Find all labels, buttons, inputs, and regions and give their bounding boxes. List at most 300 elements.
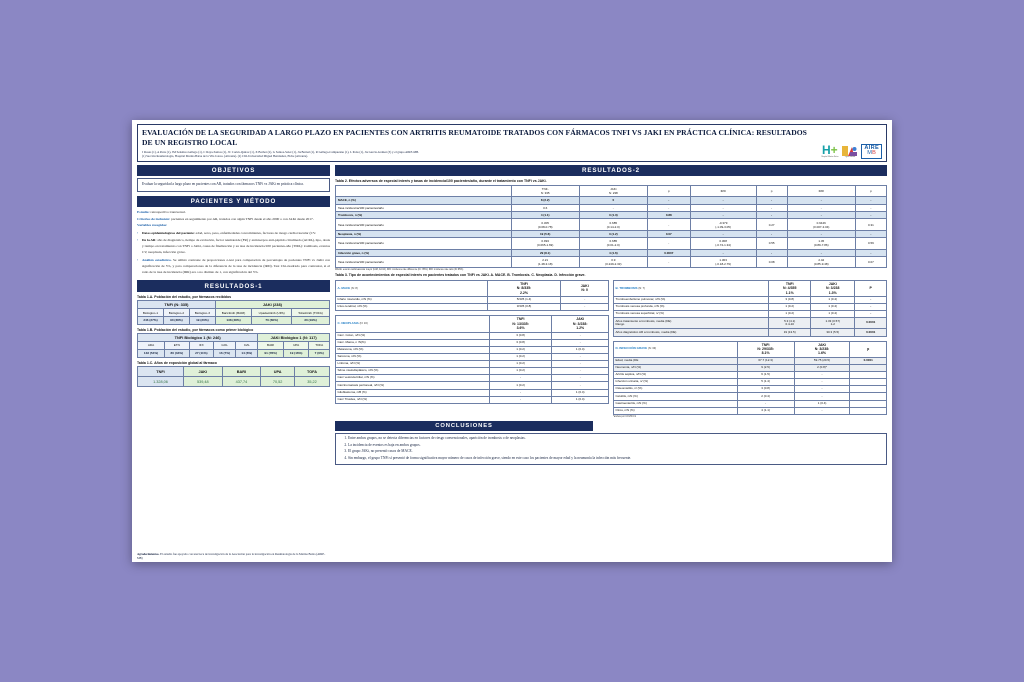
section-band-resultados1: RESULTADOS-1 [137,280,330,292]
table-row [138,334,330,342]
bullet-dot-icon: • [137,230,139,235]
metodo-b3-key: Análisis estadístico [142,257,171,262]
panel-row-jaki: - [552,375,609,382]
acknowledgements [137,549,330,560]
table-row [614,393,887,400]
metodo-estudio-value: retrospectivo transversal. [149,210,186,215]
panel-row-p [850,393,887,400]
panel-row-label: Ictus cerebral, n/N (%) [336,304,488,311]
metodo-b2-key: De la AR [142,237,156,242]
tabla-2-cell: - [690,212,756,219]
bullet-dot-icon: • [137,257,139,262]
panel-title: D. INFECCIÓN GRAVE (N: 33) [614,341,738,357]
metodo-variables-key: Variables recogidas: [137,223,168,228]
tabla-2-cell: - [690,204,756,211]
tabla-2-cell: 3 (1.3) [579,212,647,219]
conclusiones-box [335,433,887,465]
panel-count: (N: 7) [638,286,646,290]
panel-row-label: Tromboembolismo pulmonar, n/N (%) [614,297,769,304]
panel-row-tnfi: 9 (2.5) [737,365,794,372]
panel-row-jaki: 1 (0.4) [811,297,855,304]
t1a-col-5: Tofacitinib (TOFA) [292,309,330,317]
table-row [614,365,887,372]
panel-row-label: Sarcoma, n/N (%) [336,354,490,361]
tabla-2-cell: - [647,256,690,267]
logo-group [817,128,882,159]
tabla-2-cell: Tasa incidencia/100 pacientes/año [336,256,512,267]
panel-col-p: P [855,280,887,296]
tabla-2-cell: - [787,230,855,237]
table-row [336,389,609,396]
panel-c-neoplasia [335,315,609,403]
panel-row-tnfi: - [737,400,794,407]
t1b-group-jaki: JAKi Biológico 1 (N: 117) [258,334,330,342]
tabla-2-cell: - [647,197,690,204]
tabla-2-cell: 0.993 (0.065-1.69) [511,238,579,249]
table-row [336,396,609,403]
tabla-2-cell: 0.88 [647,212,690,219]
panel-row-tnfi: 3/335 (0.8) [487,304,561,311]
table-row [138,342,330,350]
panel-row-jaki: 1 (0.4) [794,400,850,407]
panel-row-label: Melanoma, n/N (%) [336,346,490,353]
table-row [614,318,887,329]
panel-row-label: Linfoma, n/N (%) [336,361,490,368]
t1b-val-6: 19 (16%) [283,349,309,357]
tabla-2-cell: 0.0007 [647,249,690,256]
metodo-criterios-value: pacientes en seguimiento por AR, tratados con algún TNFi desde el año 2000 o con JAKi desde 2017. [170,216,314,221]
tabla-2-cell: 0.9 (0.249-2.33) [579,256,647,267]
panel-row-jaki: 1 (0.4) [811,304,855,311]
panel-row-p: 0.0001 [850,357,887,364]
table-row [138,349,330,357]
tabla-2-cell: 3 (1.2) [579,230,647,237]
hospital-logo-icon: H+ [821,142,838,157]
t1c-col-3: UPA [261,367,295,377]
table-row [614,400,887,407]
panel-row-label: Glioblastoma, n/B (%) [336,389,490,396]
panel-row-p [850,400,887,407]
aire-mb-logo [861,142,882,159]
t1b-col-5: BARI [258,342,284,350]
t1c-col-0: TNFi [138,367,184,377]
panel-row-tnfi: 3 (0.8) [769,297,811,304]
t1a-col-4: Upadacitinib (UPA) [252,309,292,317]
tabla-2-cell: - [855,212,886,219]
panel-row-p [850,407,887,414]
panel-row-tnfi: 1 (0.2) [489,361,552,368]
panel-col-p: p [850,341,887,357]
panel-row-jaki: 1 (0.4) [552,389,609,396]
t1b-val-5: 91 (78%) [258,349,284,357]
table-row [614,297,887,304]
panel-row-label: Artritis séptica, n/N (%) [614,372,738,379]
poster [132,120,892,562]
section-band-metodo: PACIENTES Y MÉTODO [137,196,330,208]
hospital-logo [821,142,838,159]
t1b-col-4: CZL [236,342,258,350]
t1b-val-2: 27 (11%) [189,349,213,357]
poster-body [137,165,887,560]
t1c-val-2: 437,74 [222,377,261,387]
t1a-val-2: 19 (20%) [189,317,215,325]
tabla-2-cell: - [787,212,855,219]
tabla-2-cell: Trombosis, n (%) [336,212,512,219]
tabla-2-cell: 1.45 (0.89-7.86) [787,238,855,249]
section-band-objetivos: OBJETIVOS [137,165,330,177]
table-row [614,280,887,296]
page-title: EVALUACIÓN DE LA SEGURIDAD A LARGO PLAZO EN PACIENTES CON ARTRITIS REUMATOIDE TRATADOS CON FÁRMACOS TNFI VS JAKI EN PRÁCTICA CLÍNICA: RESULTADOS DE UN REGISTRO LOCAL [142,128,807,147]
t1a-val-3: 138 (48%) [215,317,251,325]
metodo-bullet-datos-text [142,230,330,236]
tabla-2-cell: 8 (2.2) [511,197,579,204]
panel-row-tnfi: - [489,375,552,382]
tabla-2-cell: 2.42 (0.85-9.48) [787,256,855,267]
panel-row-tnfi: 5/335 (1.4) [487,297,561,304]
panel-row-tnfi: - [489,389,552,396]
panel-col-jaki: JAKi N: 0 [561,280,609,296]
table-row [614,379,887,386]
panel-row-label: Neumonía, n/N (%) [614,365,738,372]
acknowledgements-text: El estudio fue apoyado con una beca de investigación de la Asociación para la investigación en Reumatología de la Marina Baixa (AIRE-MB) [137,552,326,560]
t1b-val-7: 7 (6%) [309,349,330,357]
t1c-val-0: 1.328,06 [138,377,184,387]
t1c-col-2: BARI [222,367,261,377]
panel-count: (N: 33) [647,347,657,351]
section-band-conclusiones: CONCLUSIONES [335,421,593,432]
tabla-2-cell: - [855,197,886,204]
metodo-estudio-key: Estudio: [137,210,150,215]
panel-row-tnfi: 2 (0.4) [737,393,794,400]
tabla-2-cell: 19 (5.6) [511,230,579,237]
table-row [336,256,887,267]
tabla-2-header-4: IRD [690,185,756,196]
panel-row-tnfi: 5.3 (4.1) 0.4-10 [769,318,811,329]
t1b-col-0: ADA [138,342,165,350]
table-row [614,304,887,311]
metodo-b1-value: : edad, sexo, peso, enfermedades concomitantes, factores de riesgo cardiovascular (CV. [193,230,316,235]
tabla-2-header-2: JAKi N: 238 [579,185,647,196]
tabla-2-cell: Tasa incidencia/100 pacientes/año [336,238,512,249]
table-row [614,357,887,364]
panel-col-jaki: JAKi N: 3/238: 1.2% [552,316,609,332]
tabla-2-cell: - [756,197,787,204]
tabla-2-header-1: TNF- N: 335 [511,185,579,196]
t1b-val-1: 80 (34%) [165,349,190,357]
panel-row-label: Gastroenteritis, n/N (%) [614,400,738,407]
t1c-val-1: 539,48 [183,377,222,387]
panel-row-label: Trombosis venosa superficial, n/ (%) [614,311,769,318]
tabla-2-cell: - [756,249,787,256]
conclusion-item: 3. El grupo JAKi, no presentó casos de MACE. [348,449,883,454]
tabla-2-footnote: MACE: evento cardiovascular mayor (IAM, ACVA). IRD: incidence rate difference (IC: 95%). IRR: incidence rate ratio (IC:95%) [335,269,464,272]
panel-row-jaki: 2 (0.8)* [794,365,850,372]
panel-row-p: 0.0001 [855,329,887,336]
table-row [336,249,887,256]
panel-row-tnfi: 1 (0.2) [489,354,552,361]
table-row [138,377,330,387]
panel-count: (N: 16) [359,322,368,326]
panel-row-label: Años tratamiento a trombosis, media (DE) Rango [614,318,769,329]
aire-mb-logo-icon [861,144,882,159]
panel-row-tnfi: 5 (1.4) [737,379,794,386]
table-row [336,361,609,368]
panel-row-p [850,386,887,393]
t1a-col-0: Biológico-1 [138,309,164,317]
tabla-2-header-7: p [855,185,886,196]
panel-row-jaki: - [794,386,850,393]
panel-row-label: Celulitis, n/N (%) [614,393,738,400]
tabla-1c [137,366,330,387]
t1b-col-1: ETN [165,342,190,350]
metodo-b3-value: . Se utilizó contraste de proporciones z-test para comparación de porcentajes de pacientes TNFi vs JAKi con significación de 5%, y para comparaciones de la diferencia de la tasa de incidencia (IRD). Test Chi-cuadrado para contrastar, si el ratio de la tasa de incidencia (IRR) era o no distinto de 1, con significación del 5%. [142,257,331,274]
panel-row-tnfi: - [489,396,552,403]
panel-row-tnfi: 1 (0.2) [489,382,552,389]
table-row [336,238,887,249]
tabla-2-cell: 0.07 [855,256,886,267]
table-row [138,301,330,309]
tabla-2-header-0 [336,185,512,196]
panel-row-jaki: - [552,368,609,375]
table-row [336,304,609,311]
tabla-2-caption: Tabla 2. Efectos adversos de especial interés y tasas de incidencia/100 pacientes/año, durante el tratamiento con TNFi vs JAKi. [335,179,547,184]
panel-row-jaki: 1 (0.4) [811,311,855,318]
tabla-1b-caption: Tabla 1.B. Población del estudio, por fármacos como primer biológico [137,327,254,332]
tabla-2-cell: - [855,230,886,237]
tabla-2-cell: - [647,204,690,211]
panel-row-label: Trombosis venosa profunda, n/N (%) [614,304,769,311]
objetivos-text: Evaluar la seguridad a largo plazo en pacientes con AR, tratados con fármacos TNFi vs JAKi en práctica clínica. [142,182,304,187]
tabla-2-cell: 2.21 (1.48-3.18) [511,256,579,267]
tabla-2-cell: -0.379 (-1.09-3.05) [690,219,756,230]
panel-row-tnfi: 3 (0.8) [489,332,552,339]
panel-row-jaki: - [552,354,609,361]
panel-title: B. TROMBOSIS (N: 7) [614,280,769,296]
tabla-2-cell: 0.6 [511,204,579,211]
metodo-b2-value: : año de diagnóstico, tiempo de evolución, factor reumatoide (FR) y anticuerpos anti-péptido citrulinado (ACPA), tipo, dosis y tiempo en tratamiento con TNFi o JAKi, causa de finalización y su tasa de incidencia/100 pacientes-año (TIPA): trombosis, eventos CV, neoplasia, infección grave. [142,237,330,255]
t1a-group-jaki: JAKi (238) [215,301,329,309]
tabla-2-cell: 0.685 (0.14-2.0) [579,219,647,230]
panel-row-jaki: - [794,393,850,400]
tabla-2-cell: 0.55 [756,238,787,249]
tabla-2-cell: - [855,204,886,211]
tabla-2-cell: - [787,197,855,204]
panel-row-jaki: - [552,332,609,339]
table-row [614,329,887,336]
panel-row-label: Años diagnóstico AR a trombosis, media (DE) [614,329,769,336]
panel-col-jaki: JAKi N: 3/238: 1.6% [794,341,850,357]
panel-row-jaki: - [794,379,850,386]
tabla-2-cell: 0.27 [756,219,787,230]
panel-row-tnfi: 19 (13.5) [769,329,811,336]
panel-row-jaki: 1.33 (0.57) 1-2 [811,318,855,329]
panel-b-trombosis [613,280,887,337]
table-row [336,230,887,237]
tabla-1a-caption: Tabla 1.A. Población del estudio, por fármacos recibidos [137,294,232,299]
table-row [336,204,887,211]
tabla-2 [335,185,887,268]
aire-logo-line2: MB [867,150,877,157]
left-column [137,165,330,560]
panel-row-jaki: - [552,382,609,389]
metodo-bullet-ar [137,237,330,256]
metodo-b1-key: Datos epidemiológicos del paciente [142,230,194,235]
tabla-2-cell: 0 [579,197,647,204]
tabla-2-cell: MACE, n (%) [336,197,512,204]
tabla-2-cell: - [690,249,756,256]
tabla-2-header-3: p [647,185,690,196]
panel-row-label: Edad, media (DE [614,357,738,364]
author-list: J Rosas (1), A Pons (1), JM Senabre-Gallego (1), C Raya-Santos (1), JC Cortés-Quiroz (1), X Barber (2), G Santos-Soler (1), JA Bernal (1), R Gallego-Campuzano (1), L Pons (1), JA García-Gómez (3) y el grupo AIRE-MB. [142,150,419,155]
t1c-val-4: 35,22 [294,377,329,387]
panel-d-infeccion-grave [613,341,887,415]
tabla-2-cell: 4 (1.6) [579,249,647,256]
panel-row-tnfi: 3 (0.8) [489,339,552,346]
panel-d-footnote: *ambos por COVID 19 [613,415,636,418]
table-row [336,185,887,196]
tabla-2-cell: - [756,212,787,219]
t1a-col-2: Biológico-3 [189,309,215,317]
panel-row-tnfi: 1 (0.2) [769,311,811,318]
panel-row-tnfi: 67.7 (12.3) [737,357,794,364]
metodo-bullet-analisis-text [142,257,330,276]
tabla-2-cell: - [647,238,690,249]
table-row [138,309,330,317]
tabla-2-cell: 0.31 [855,219,886,230]
table-row [336,212,887,219]
tabla-2-cell: Infección grave, n (%) [336,249,512,256]
panel-col-jaki: JAKi N: 3/238 1.3% [811,280,855,296]
panel-row-jaki: 59.75 (20.5) [794,357,850,364]
conclusion-item: 2. La incidencia de eventos es baja en ambos grupos. [348,443,883,448]
tabla-2-cell: 29 (8.1) [511,249,579,256]
table-row [336,375,609,382]
tabla-2-cell: 0.305 (0.08-0.78) [511,219,579,230]
conclusion-item: 1. Entre ambos grupos, no se detecta diferencias en factores de riesgo convencionales, aparición de trombosis o de neoplasias. [348,436,883,441]
bank-logo-caption: Àgora Sanitat [844,156,856,159]
tabla-2-cell: 0.59 [855,238,886,249]
table-row [336,197,887,204]
poster-header [137,124,887,162]
tabla-2-cell: - [756,230,787,237]
bullet-dot-icon: • [137,237,139,242]
tabla-2-cell: - [855,249,886,256]
tabla-2-cell: 0.08 [756,256,787,267]
panel-row-jaki: - [552,361,609,368]
tabla-2-cell: Tasa incidencia/100 pacientes/año [336,204,512,211]
tabla-2-cell: - [579,204,647,211]
table-row [336,339,609,346]
t1a-val-0: 246 (27%) [138,317,164,325]
t1a-val-5: 30 (19%) [292,317,330,325]
metodo-bullet-datos [137,230,330,236]
table-row [336,219,887,230]
panel-row-p: 0.0001 [855,318,887,329]
t1b-val-3: 16 (7%) [214,349,236,357]
tabla-2-cell: 0.308 (-0.72-1.34) [690,238,756,249]
panel-row-jaki: 1 (0.4) [552,346,609,353]
tabla-3-right-col [613,280,887,418]
table-row [138,317,330,325]
t1b-col-6: UPA [283,342,309,350]
panel-row-jaki: 1 (0.4) [552,396,609,403]
tabla-3-panels [335,280,887,418]
t1b-val-0: 133 (54%) [138,349,165,357]
metodo-content [137,209,330,275]
tabla-1c-caption: Tabla 1.C. Años de exposición global al fármaco [137,360,217,365]
tabla-2-header-6: IRR [787,185,855,196]
panel-title: A. MACE (N: 8) [336,280,488,296]
panel-count: (N: 8) [351,286,358,290]
tabla-2-cell: 0.685 (0.01-2.0) [579,238,647,249]
t1a-group-tnfi: TNFi (N: 335) [138,301,216,309]
table-row [336,346,609,353]
panel-row-jaki: - [794,372,850,379]
panel-row-label: Osteomielitis, n/ (%) [614,386,738,393]
conclusion-item: 4. Sin embargo, el grupo TNFi sí presentó de forma significativa mayor número de casos de infección grave, siendo en este caso los pacientes de mayor edad y la neumonía la infección más frecuente. [348,456,883,461]
panel-row-label: Carc. Mama, n /N(%) [336,339,490,346]
panel-row-p [850,372,887,379]
panel-row-label: Infarto miocardio, n/N (%) [336,297,488,304]
acknowledgements-label: Agradecimientos. [137,552,160,556]
panel-row-label: Infección urinaria, n/ (%) [614,379,738,386]
section-band-resultados2: RESULTADOS-2 [335,165,887,177]
panel-row-p [850,365,887,372]
panel-row-jaki: 30.3 (5.5) [811,329,855,336]
metodo-bullet-ar-text [142,237,330,256]
t1c-val-3: 70,52 [261,377,295,387]
header-text-block [142,128,817,159]
panel-row-jaki: - [561,304,609,311]
panel-row-tnfi: 6 (1.5) [737,372,794,379]
hospital-logo-caption: Hospital Marina Baixa [821,156,839,159]
panel-row-jaki: - [561,297,609,304]
panel-row-jaki: - [794,407,850,414]
t1b-val-4: 14 (6%) [236,349,258,357]
tabla-3-left-col [335,280,609,418]
table-row [336,332,609,339]
table-row [336,316,609,332]
aire-logo-line1: AIRE [864,144,879,151]
table-row [336,354,609,361]
metodo-variables [137,222,330,228]
tabla-1a [137,300,330,324]
tabla-2-cell: 0.07 [647,230,690,237]
panel-col-tnfi: TNFi N: 8/335: 2.2% [487,280,561,296]
t1c-col-1: JAKi [183,367,222,377]
affiliation-list: (1) Sección Reumatología, Hospital Marina Baixa de la Vila Joiosa. (Alicante). (2) CIO-Universidad Miguel Hernández, Elche (Alicante). [142,154,308,159]
tabla-2-cell: Tasa incidencia/100 pacientes/año [336,219,512,230]
tabla-2-cell: - [690,230,756,237]
table-row [138,367,330,377]
panel-row-tnfi: 1 (0.2) [769,304,811,311]
panel-row-label: Carcinomatosis peritoneal, n/N (%) [336,382,490,389]
tabla-3-caption: Tabla 3. Tipo de acontecimientos de especial interés en pacientes tratados con TNFi vs JAKi. A. MACE. B. Trombosis. C. Neoplasia. D. Infección grave. [335,273,586,278]
table-row [336,280,609,296]
panel-row-tnfi: 1 (0.2) [489,346,552,353]
panel-row-tnfi: 1 (0.2) [489,368,552,375]
t1b-group-tnfi: TNFi Biológico 1 (N: 246) [138,334,258,342]
metodo-bullet-analisis [137,257,330,276]
table-row [614,311,887,318]
tabla-2-cell: 0.9446 (0.007-3.04) [787,219,855,230]
panel-col-tnfi: TNFi N: 13/335: 3.6% [489,316,552,332]
t1a-col-1: Biológico-2 [163,309,189,317]
panel-row-jaki: - [552,339,609,346]
panel-row-label: Carc Tiroides, n/N (%) [336,396,490,403]
panel-col-tnfi: TNFi N: 29/335: 8.1% [737,341,794,357]
t1a-col-3: Baricitinib (BARI) [215,309,251,317]
